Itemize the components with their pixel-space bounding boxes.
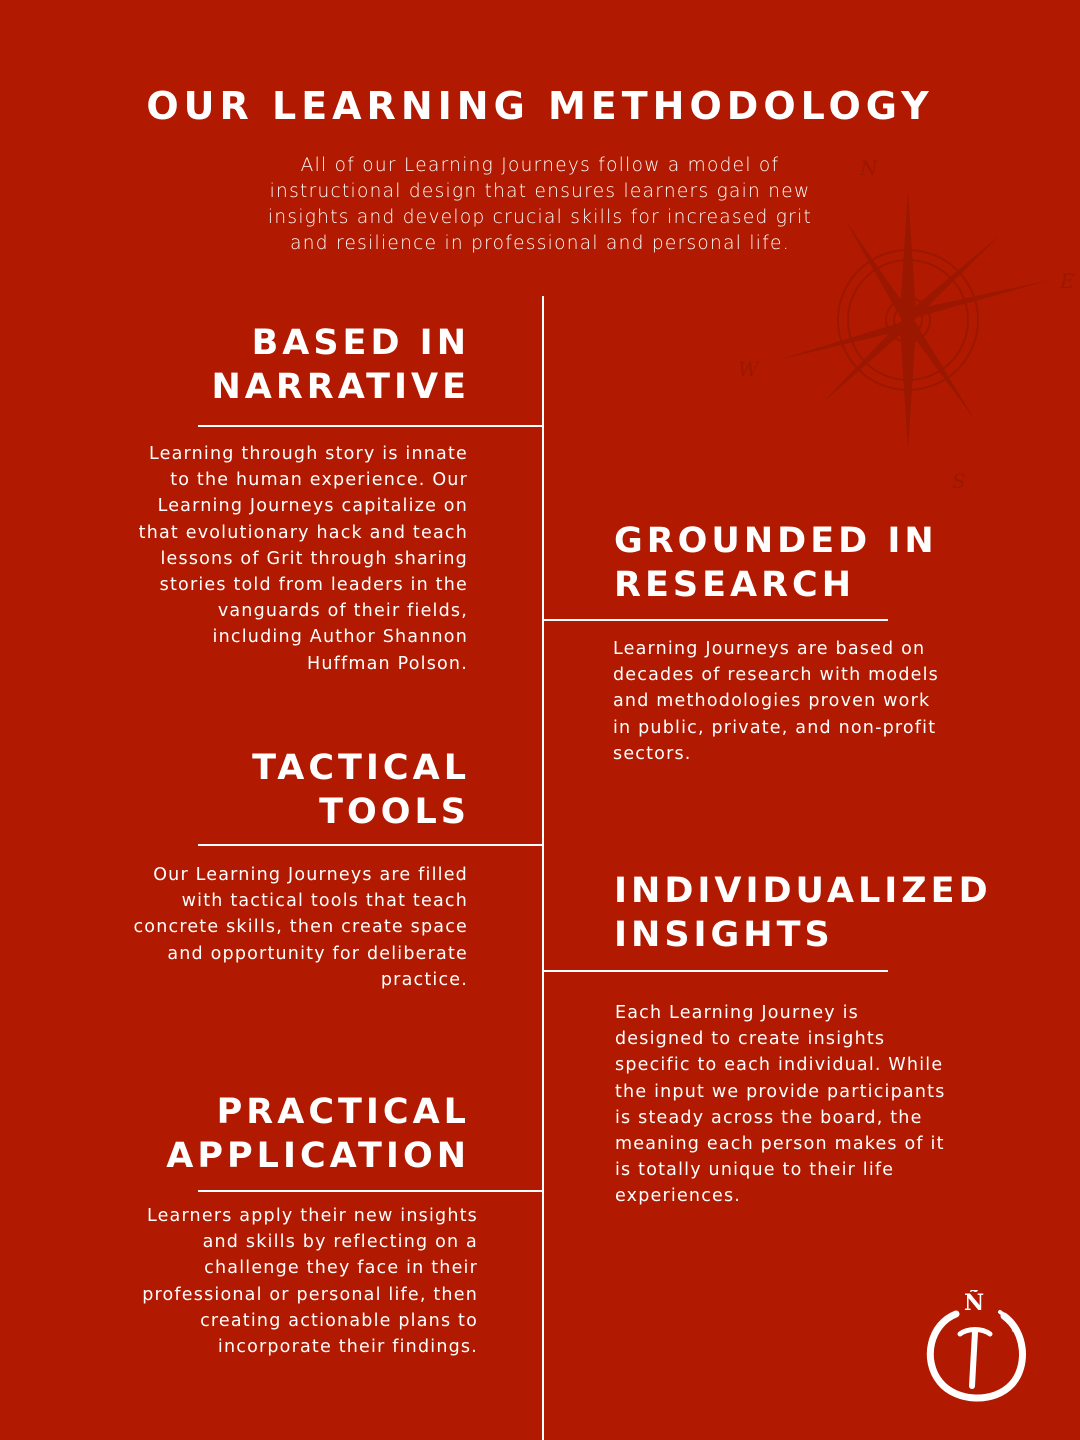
intro-line: All of our Learning Journeys follow a model of [300,155,780,176]
section-body-individualized: Each Learning Journey is designed to create insights specific to each individual. While the input we provide participants is steady across the board, the meaning each person makes of it is totally unique to their life experiences. [615,1003,946,1207]
intro-line: instructional design that ensures learners gain new [269,181,811,202]
intro-line: insights and develop crucial skills for increased grit [267,207,813,228]
compass-south-label: S [952,469,966,493]
section-divider [198,844,542,846]
intro-line: and resilience in professional and personal life. [290,233,790,254]
section-body-narrative: Learning through story is innate to the human experience. Our Learning Journeys capitalize on that evolutionary hack and teach lessons of Grit through sharing stories told from leaders in the vanguards of their fields, including Author Shannon Huffman Polson. [138,444,468,674]
compass-north-label: N [860,156,878,180]
timeline-divider [542,296,544,1440]
brand-logo-icon [916,1290,1032,1406]
page-title: OUR LEARNING METHODOLOGY [146,84,934,128]
section-divider [544,970,888,972]
section-divider [544,619,888,621]
section-body-research: Learning Journeys are based on decades of research with models and methodologies proven work in public, private, and non-profit sectors. [613,639,939,764]
compass-east-label: E [1060,269,1075,293]
intro-text [240,153,840,257]
logo-glyph: Ñ [963,1290,985,1316]
section-divider [198,425,542,427]
section-heading-individualized: INDIVIDUALIZED INSIGHTS [614,871,992,955]
section-heading-tactical: TACTICAL TOOLS [252,748,470,832]
section-heading-research: GROUNDED IN RESEARCH [614,521,938,605]
section-heading-narrative: BASED IN NARRATIVE [211,323,470,407]
compass-west-label: W [738,357,759,381]
section-heading-practical: PRACTICAL APPLICATION [166,1092,470,1176]
section-divider [198,1190,542,1192]
section-body-practical: Learners apply their new insights and skills by reflecting on a challenge they face in their professional or personal life, then creating actionable plans to incorporate their findings. [142,1206,478,1358]
section-body-tactical: Our Learning Journeys are filled with tactical tools that teach concrete skills, then create space and opportunity for deliberate practice. [133,865,468,990]
